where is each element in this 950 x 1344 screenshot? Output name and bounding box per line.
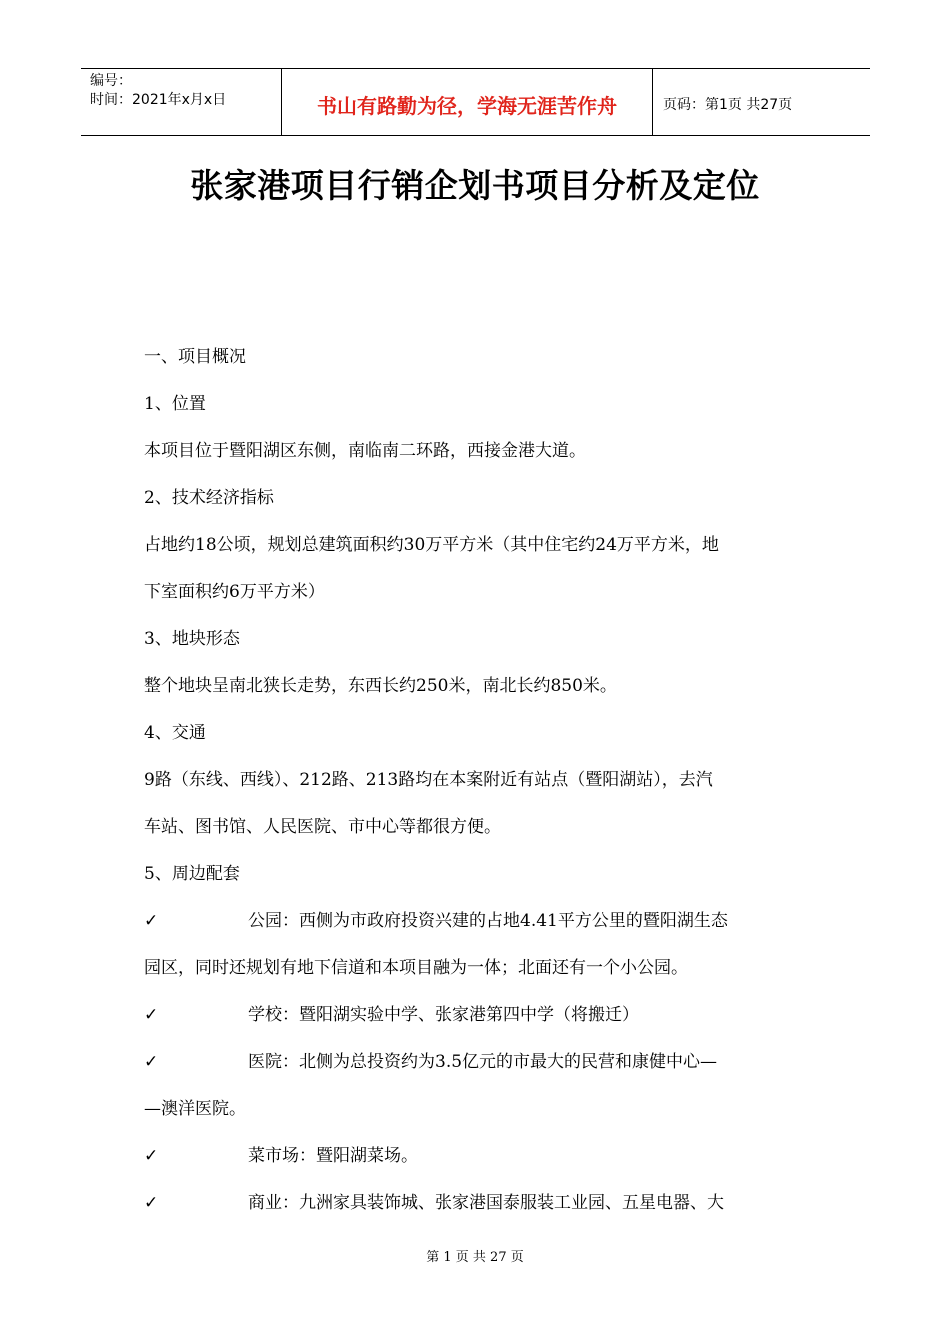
document-body — [144, 334, 812, 1227]
header-motto: 书山有路勤为径，学海无涯苦作舟 — [317, 93, 617, 118]
header-page-cell — [653, 69, 870, 135]
amenity-line: 商业：九洲家具装饰城、张家港国泰服装工业园、五星电器、大 — [248, 1193, 724, 1213]
subsection-heading: 3、地块形态 — [144, 629, 240, 649]
subsection-heading: 2、技术经济指标 — [144, 488, 274, 508]
checkmark-icon: ✓ — [144, 911, 159, 931]
amenity-item-hospital — [144, 1039, 812, 1133]
amenity-item-commerce — [144, 1180, 812, 1227]
paragraph: 本项目位于暨阳湖区东侧，南临南二环路，西接金港大道。 — [144, 441, 586, 461]
amenity-line: 园区，同时还规划有地下信道和本项目融为一体；北面还有一个小公园。 — [144, 958, 688, 978]
checkmark-icon: ✓ — [144, 1146, 159, 1166]
amenity-text — [248, 1133, 812, 1180]
checkmark-icon: ✓ — [144, 1193, 159, 1213]
section-heading: 一、项目概况 — [144, 347, 246, 367]
checkmark-icon: ✓ — [144, 1052, 159, 1072]
amenity-item-school — [144, 992, 812, 1039]
paragraph-line: 车站、图书馆、人民医院、市中心等都很方便。 — [144, 817, 501, 837]
page-footer: 第 1 页 共 27 页 — [426, 1250, 524, 1265]
amenity-line: —澳洋医院。 — [144, 1099, 246, 1119]
amenity-line: 菜市场：暨阳湖菜场。 — [248, 1146, 418, 1166]
paragraph-line: 9路（东线、西线）、212路、213路均在本案附近有站点（暨阳湖站），去汽 — [144, 770, 713, 790]
header-meta-cell — [81, 69, 282, 135]
document-number-label: 编号： — [90, 73, 132, 89]
subsection-heading: 4、交通 — [144, 723, 206, 743]
document-header — [81, 68, 870, 136]
paragraph: 整个地块呈南北狭长走势，东西长约250米，南北长约850米。 — [144, 676, 617, 696]
amenity-line: 医院：北侧为总投资约为3.5亿元的市最大的民营和康健中心— — [248, 1052, 718, 1072]
checkmark-icon: ✓ — [144, 1005, 159, 1025]
amenity-text — [144, 898, 812, 992]
header-page-info: 页码：第1页 共27页 — [663, 97, 793, 113]
amenity-text — [248, 992, 812, 1039]
document-time-label: 时间：2021年x月x日 — [90, 92, 227, 108]
document-title: 张家港项目行销企划书项目分析及定位 — [190, 166, 760, 205]
amenity-item-market — [144, 1133, 812, 1180]
amenity-text — [248, 1180, 812, 1227]
header-motto-cell — [282, 69, 653, 135]
subsection-heading: 1、位置 — [144, 394, 206, 414]
amenity-line: 学校：暨阳湖实验中学、张家港第四中学（将搬迁） — [248, 1005, 639, 1025]
amenity-line: 公园：西侧为市政府投资兴建的占地4.41平方公里的暨阳湖生态 — [248, 911, 728, 931]
amenity-list — [144, 898, 812, 1227]
paragraph-line: 占地约18公顷，规划总建筑面积约30万平方米（其中住宅约24万平方米，地 — [144, 535, 719, 555]
paragraph-line: 下室面积约6万平方米） — [144, 582, 325, 602]
amenity-text — [144, 1039, 812, 1133]
subsection-heading: 5、周边配套 — [144, 864, 240, 884]
amenity-item-park — [144, 898, 812, 992]
